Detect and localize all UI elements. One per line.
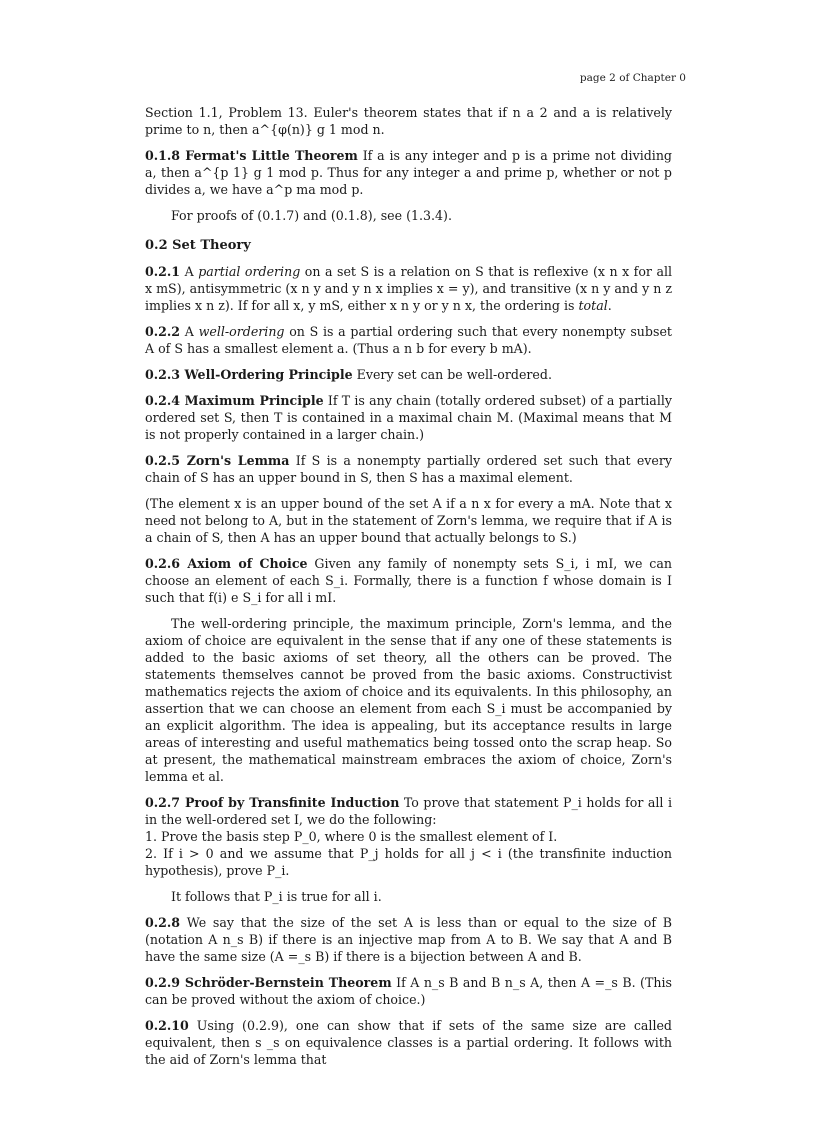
- heading-0-2-5: 0.2.5 Zorn's Lemma: [145, 453, 290, 468]
- text-0-2-8: We say that the size of the set A is less than or equal to the size of B (notation A n_s B) if there is an injective map from A to B. We say that A and B have the same size (A =_s B) if there is a bijection between A and B.: [145, 915, 672, 964]
- paragraph-0-2-6: [145, 555, 672, 606]
- heading-0-2-6: 0.2.6 Axiom of Choice: [145, 556, 308, 571]
- text-0-2-6: Given any family of nonempty sets S_i, i mI, we can choose an element of each S_i. Formally, there is a function f whose domain is I such that f(i) e S_i for all i mI.: [145, 556, 672, 605]
- number-0-2-1: 0.2.1: [145, 264, 181, 279]
- paragraph-0-2-4: [145, 392, 672, 443]
- heading-0-2-4: 0.2.4 Maximum Principle: [145, 393, 324, 408]
- heading-0-2-7: 0.2.7 Proof by Transfinite Induction: [145, 795, 400, 810]
- term-partial-ordering: partial ordering: [198, 264, 301, 279]
- term-well-ordering: well-ordering: [198, 324, 285, 339]
- heading-0-1-8: 0.1.8 Fermat's Little Theorem: [145, 148, 358, 163]
- paragraph-0-2-9: [145, 974, 672, 1008]
- number-0-2-2: 0.2.2: [145, 324, 181, 339]
- paragraph-intro: Section 1.1, Problem 13. Euler's theorem states that if n a 2 and a is relatively prime to n, then a^{φ(n)} g 1 mod n.: [145, 105, 672, 137]
- text-0-2-1-end: .: [607, 298, 612, 313]
- paragraph-0-2-7: [145, 794, 672, 828]
- paragraph-upper-bound: (The element x is an upper bound of the set A if a n x for every a mA. Note that x need not belong to A, but in the statement of Zorn's lemma, we require that if A is a chain of S, then A has an upper bound that actually belongs to S.): [145, 496, 672, 545]
- text-0-2-7: To prove that statement P_i holds for all i in the well-ordered set I, we do the following:: [145, 795, 672, 827]
- list-item-step-1: 1. Prove the basis step P_0, where 0 is the smallest element of I.: [145, 829, 558, 844]
- number-0-2-10: 0.2.10: [145, 1018, 189, 1033]
- paragraph-follows: It follows that P_i is true for all i.: [171, 889, 382, 904]
- paragraph-0-2-3: [145, 366, 672, 383]
- list-item-step-2: 2. If i > 0 and we assume that P_j holds for all j < i (the transfinite induction hypothesis), prove P_i.: [145, 846, 672, 878]
- text-0-2-4: If T is any chain (totally ordered subset) of a partially ordered set S, then T is contained in a maximal chain M. (Maximal means that M is not properly contained in a larger chain.): [145, 393, 672, 442]
- text-0-2-1-pre: A: [184, 264, 194, 279]
- term-total: total: [578, 298, 608, 313]
- heading-0-2-9: 0.2.9 Schröder-Bernstein Theorem: [145, 975, 392, 990]
- text-0-2-5: If S is a nonempty partially ordered set such that every chain of S has an upper bound in S, then S has a maximal element.: [145, 453, 672, 485]
- text-0-2-1-body: on a set S is a relation on S that is reflexive (x n x for all x mS), antisymmetric (x n y and y n x implies x = y), and transitive (x n y and y n z implies x n z). If for all x, y mS, either x n y or y n x, the ordering is: [145, 264, 673, 313]
- paragraph-0-2-5: [145, 452, 672, 486]
- paragraph-0-2-8: [145, 914, 672, 965]
- text-0-2-2-pre: A: [184, 324, 194, 339]
- paragraph-0-2-2: [145, 323, 672, 357]
- paragraph-proofs: For proofs of (0.1.7) and (0.1.8), see (1.3.4).: [171, 208, 452, 223]
- paragraph-0-2-10: [145, 1017, 672, 1068]
- paragraph-0-1-8: [145, 147, 672, 198]
- heading-0-2-3: 0.2.3 Well-Ordering Principle: [145, 367, 353, 382]
- paragraph-0-2-1: [145, 263, 672, 314]
- text-0-2-3: Every set can be well-ordered.: [356, 367, 552, 382]
- paragraph-equivalence: The well-ordering principle, the maximum principle, Zorn's lemma, and the axiom of choice are equivalent in the sense that if any one of these statements is added to the basic axioms of set theory, all the others can be proved. The statements themselves cannot be proved from the basic axioms. Constructivist mathematics rejects the axiom of choice and its equivalents. In this philosophy, an assertion that we can choose an element from each S_i must be accompanied by an explicit algorithm. The idea is appealing, but its acceptance results in large areas of interesting and useful mathematics being tossed onto the scrap heap. So at present, the mathematical mainstream embraces the axiom of choice, Zorn's lemma et al.: [145, 616, 672, 784]
- text-0-1-8: If a is any integer and p is a prime not dividing a, then a^{p 1} g 1 mod p. Thus for any integer a and prime p, whether or not p divides a, we have a^p ma mod p.: [145, 148, 672, 197]
- section-heading-set-theory: 0.2 Set Theory: [145, 238, 251, 253]
- page-content: [145, 104, 672, 1077]
- text-0-2-2-body: on S is a partial ordering such that every nonempty subset A of S has a smallest element a. (Thus a n b for every b mA).: [145, 324, 672, 356]
- text-0-2-9: If A n_s B and B n_s A, then A =_s B. (This can be proved without the axiom of choice.): [145, 975, 672, 1007]
- page-header: page 2 of Chapter 0: [579, 72, 686, 84]
- text-0-2-10: Using (0.2.9), one can show that if sets of the same size are called equivalent, then s _s on equivalence classes is a partial ordering. It follows with the aid of Zorn's lemma that: [145, 1018, 672, 1067]
- number-0-2-8: 0.2.8: [145, 915, 181, 930]
